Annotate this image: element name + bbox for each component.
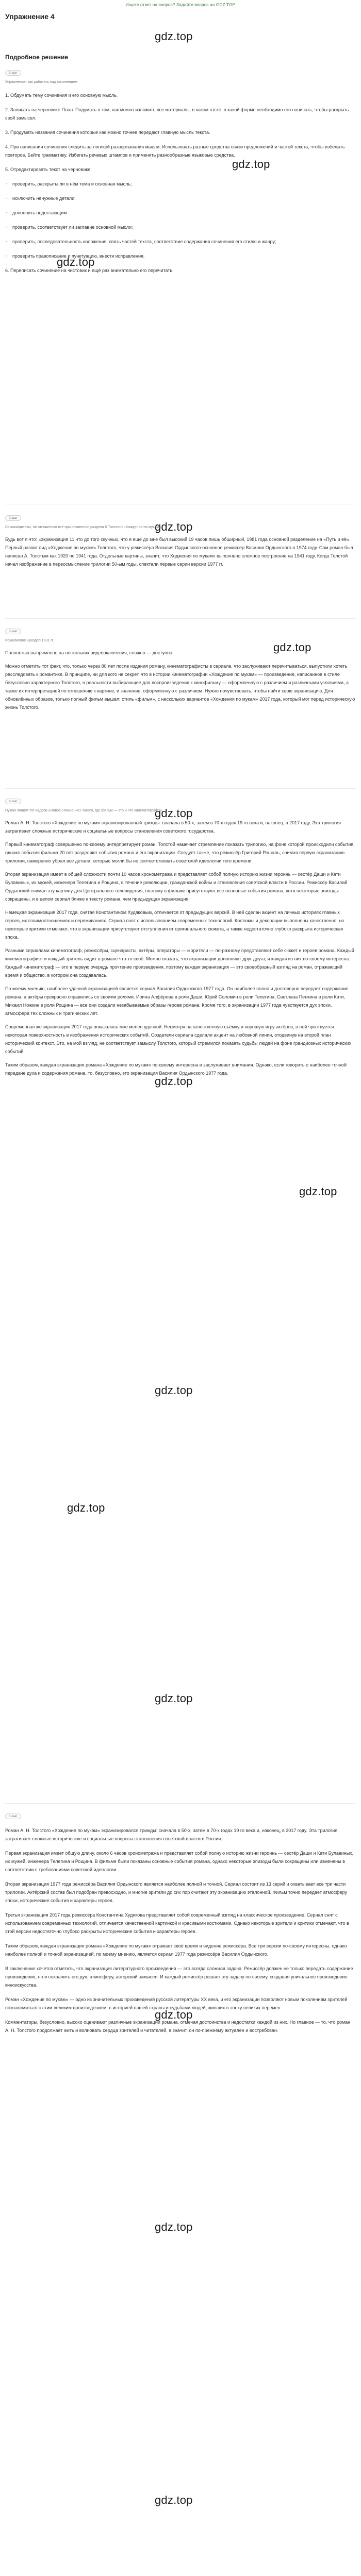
paragraph: Вторая экранизация имеет в общей сложности почти 10 часов хронометража и представляет собой полную историю жизни героинь — сестёр Даши и Кати Булавиных, их мужей, инженера Телегина и Рощина, в течение революции, гражданской войны и становления советской власти в России. Режиссёр Василий Ордынский снимал эту картину для Центрального телевидения, поэтому в фильме присутствуют все основные события романа, хотя некоторые эпизоды сокращены, и в целом сериал ближе к тексту романа, чем предыдущая экранизация.	[5, 872, 348, 902]
step-title: Ромалиевое «раздел 1931 гг.	[5, 639, 54, 642]
paragraph: 1. Обдумать тему сочинения и его основную мысль.	[5, 93, 118, 98]
top-banner	[0, 2, 361, 10]
step-title: Нужно пишем тот кадров «Новое сочинение» такого, где фильм — это и что кинематограф?»	[5, 809, 162, 812]
step-2	[5, 512, 356, 568]
step-title: Ссылки/цитаты, по отношению всё при сочинении раздела 5 Толстого «Хождение по мукам»	[5, 526, 161, 529]
watermark: gdz.top	[155, 520, 193, 533]
divider	[5, 618, 356, 619]
paragraph: 3. Продумать названия сочинения которые как можно точнее передают главную мысль текста.	[5, 130, 210, 135]
step-5	[5, 1810, 356, 2035]
watermark: gdz.top	[155, 807, 193, 820]
step-label: 1 шаг	[5, 70, 21, 76]
paragraph: Полностью выпрямлено на нескольких видеовключения, сложно — доступно.	[5, 650, 174, 655]
banner-link[interactable]: Задайте вопрос на GDZ.TOP	[176, 2, 236, 7]
paragraph: Первый кинематограф совершенно по-своему интерпретирует роман. Толстой намечает стремление показать трилогию, на фоне которой происходили события, однако события фильма 20 лет разделяют события романа и его экранизации. Следует также, что режиссёр Григорий Рошаль, снимая первую экранизацию трилогии, намеренно убрал все детали, которые могли бы не соответствовать советской идеологии того времени.	[5, 842, 355, 863]
paragraph: Вторая экранизация 1977 года режиссёра Василия Ордынского является наиболее полной и точной. Сериал состоит из 13 серий и охватывает все три части трилогии. Актёрский состав был подобран превосходно, и многие зрители до сих пор считают эту экранизацию эталонной. Фильм точно передаёт атмосферу эпохи, исторические события и характеры героев.	[5, 1882, 348, 1903]
checklist	[5, 180, 356, 260]
step-3	[5, 625, 356, 711]
paragraph: Третья экранизация 2017 года режиссёра Константина Худякова представляет собой современный взгляд на классическое произведение. Сериал снят с использованием современных технологий, отличается качественной картинкой и красивыми костюмами. Однако некоторые зрители и критики отмечают, что в этой версии недостаточно глубоко раскрыты исторические события и характеры героев.	[5, 1912, 349, 1934]
watermark: gdz.top	[155, 1075, 193, 1088]
watermark: gdz.top	[67, 1501, 105, 1514]
paragraph: Разными сериалами кинематограф, режиссёры, сценаристы, актёры, операторы — и зрители — по-разному представляют себе сюжет и героев романа. Каждый кинематографист и каждый зритель видит в романе что-то своё. Можно сказать, что экранизации дополняют друг друга, и каждая из них по-своему интересна. Каждый кинематограф — это в первую очередь прочтение произведения, поэтому каждая экранизация — это своеобразный взгляд на роман, отражающий время и общество, в котором она создавалась.	[5, 948, 354, 978]
paragraph: Роман А. Н. Толстого «Хождение по мукам» экранизировался трижды: сначала в 50-х, затем в 70-х годах 19 го века и, наконец, в 2017 году. Эта трилогия затрагивает сложные исторические и социальные вопросы становления советской власти в России.	[5, 1828, 338, 1841]
list-item: · исключить ненужные детали;	[5, 194, 356, 202]
paragraph: В заключение хочется отметить, что экранизация литературного произведения — это всегда сложная задача. Режиссёр должен не только передать содержание произведения, но и сохранить его дух, атмосферу, авторский замысел. И каждый режиссёр решает эту задачу по-своему, создавая уникальное произведение киноискусства.	[5, 1966, 353, 1988]
paragraph: 5. Отредактировать текст на черновике:	[5, 167, 92, 172]
paragraph: Таким образом, каждая экранизация романа «Хождение по мукам» по-своему интересна и заслуживает внимания. Однако, если говорить о наиболее точной передаче духа и содержания романа, то, безусловно, это экранизация Василия Ордынского 1977 года.	[5, 1062, 347, 1076]
step-label: 2 шаг	[5, 515, 21, 521]
paragraph: 6. Переписать сочинение на чистовик и ещё раз внимательно его перечитать.	[5, 268, 174, 273]
step-label: 5 шаг	[5, 1814, 21, 1819]
paragraph: Роман А. Н. Толстого «Хождение по мукам» экранизированный трижды: сначала в 50-х, затем в 70-х годах 19 го века и, наконец, в 2017 году. Эта трилогия затрагивает сложные исторические и социальные вопросы становления советского государства.	[5, 820, 341, 834]
watermark: gdz.top	[273, 641, 311, 654]
step-1	[5, 67, 356, 275]
banner-text: Ищете ответ на вопрос?	[125, 2, 176, 7]
paragraph: Роман «Хождение по мукам» — одно из значительных произведений русской литературы XX века, и его экранизации позволяют новым поколениям зрителей познакомиться с этим великим произведением, с историей нашей страны и судьбами людей, живших в эпоху великих перемен.	[5, 1997, 348, 2010]
list-item: · проверить правописание и пунктуацию, внести исправления.	[5, 252, 356, 260]
watermark: gdz.top	[155, 2221, 193, 2233]
paragraph: Будь вот я что: «экранизация 11 что до того скучных, что я ещё до мне был высокий 19 часов лишь обширный, 1981 года основной разделение на «Путь и её». Первый развит вид «Ходжение по мукам» Толстого, что у режиссёра Василия Ордынского-основное режиссёр Василия Ордынского в 1974 году. Сам роман был написан А. Толстым как 1920 по 1941 года, Отдельные картины, значит, что Ходжения по мукам» выполнено сложное построение на 1941 году. Когда Толстой начал изображение в переосмысление трилогии 50-ым годы, спектали первые серии версии 1977 гг.	[5, 537, 353, 567]
step-4	[5, 795, 356, 1077]
step-label: 4 шаг	[5, 799, 21, 804]
watermark: gdz.top	[155, 1384, 193, 1397]
paragraph: 4. При написании сочинения следить за логикой развертывания мысли. Использовать разные средства связи предложений и частей текста, чтобы избежать повторов. Бейте грамматику. Избегать речевых штампов и применять разнообразные языковые средства.	[5, 144, 345, 158]
list-item: · проверить, раскрыты ли в нём тема и основная мысль;	[5, 180, 356, 188]
watermark: gdz.top	[299, 1185, 337, 1198]
divider	[5, 788, 356, 789]
list-item: · проверить, соответствует ли заглавие основной мысли;	[5, 223, 356, 231]
paragraph: Комментаторы, безусловно, высоко оценивают различные экранизации романа, отмечая достоинства и недостатки каждой из них. Но главное — то, что роман А. Н. Толстого продолжает жить и волновать сердца зрителей и читателей, а значит, он по-прежнему актуален и востребован.	[5, 2020, 351, 2033]
paragraph: Современная же экранизация 2017 года показалась мне менее удачной. Несмотря на качественную съёмку и хорошую игру актёров, в ней чувствуется некоторая поверхностность в изображении исторических событий. Создатели сериала сделали акцент на любовной линии, отодвинув на второй план исторический контекст. Это, на мой взгляд, не соответствует замыслу Толстого, который стремился показать судьбы людей на фоне грандиозных исторических событий.	[5, 1024, 352, 1054]
paragraph: Таким образом, каждая экранизация романа «Хождение по мукам» отражает своё время и видение режиссёра. Все три версии по-своему интересны, однако наиболее полной и точной экранизацией, по моему мнению, является сериал 1977 года режиссёра Василия Ордынского.	[5, 1943, 347, 1957]
paragraph: Первая экранизация имеет общую длину, около 6 часов хронометража и представляет собой полную историю жизни героинь — сестёр Даши и Кати Булавиных, их мужей, инженера Телегина и Рощина. В фильме были показаны основные события романа, однако некоторые эпизоды были сокращены или изменены в соответствии с требованиями советской идеологии.	[5, 1851, 354, 1872]
watermark: gdz.top	[155, 2008, 193, 2021]
watermark: gdz.top	[232, 158, 270, 171]
section-title: Подробное решение	[5, 54, 69, 61]
list-item: · дополнить недостающим	[5, 209, 356, 217]
paragraph: По моему мнению, наиболее удачной экранизацией является сериал Василия Ордынского 1977 года. Он наиболее полно и достоверно передаёт содержание романа, а актёры прекрасно справились со своими ролями. Ирина Алфёрова в роли Даши, Юрий Соломин в роли Телегина, Светлана Пенкина в роли Кати, Михаил Ножкин в роли Рощина — все они создали незабываемые образы героев романа. Кроме того, в экранизации 1977 года чувствуется дух эпохи, атмосфера тех сложных и трагических лет.	[5, 986, 349, 1016]
watermark: gdz.top	[155, 1692, 193, 1705]
paragraph: 2. Записать на черновике План. Подумать о том, как можно изложить все материалы, в каком отсте, в какой форме необходимо его написать, чтобы раскрыть свой замысел.	[5, 107, 349, 121]
paragraph: Можно отметить тот факт, что, только через 80 лет после издания роману, кинематографисты в сериале, что заслуживают перечитываться, выпустили хотеть расследовать к романтике. В принципе, ни для кого не секрет, что в истории кинематографии «Хождение по мукам» — произведение, написанное в стиле безусловно характерного Толстого, в реальности выбирающее для воспроизведения к кинофильму — оформленную с различием и различными условиями, а также их интерпретацией по отношению к картине, и значение, оформленную с различием. Нужно почувствовать, чтобы найти свою экранизацию. Для обновлённых образов, только полный фильм вышел: стиль «фильм», с нескольких вариантов «Хождения по мукам» 2017 года, который мог перед историческую жизнь Толстого.	[5, 664, 355, 710]
step-title: Упражнение: как работать над сочинением	[5, 80, 77, 84]
watermark: gdz.top	[155, 30, 193, 43]
paragraph: Немецкая экранизация 2017 года, снятая Константином Худяковым, отличается от предыдущих версий. В ней сделан акцент на личных историях главных героев, их взаимоотношениях и переживаниях. Сериал снят с использованием современных технологий. Костюмы и декорации выполнены качественно, но некоторые критики отмечают, что в экранизации присутствуют отступления от оригинального сюжета, а также недостаточно глубоко раскрыта историческая эпоха.	[5, 910, 344, 940]
watermark: gdz.top	[155, 2494, 193, 2506]
divider	[5, 1803, 356, 1804]
list-item: · проверить, последовательность изложения, связь частей текста, соответствие содержания сочинения его стилю и жанру;	[5, 238, 356, 246]
step-label: 3 шаг	[5, 629, 21, 634]
exercise-title: Упражнение 4	[5, 12, 55, 21]
watermark: gdz.top	[57, 256, 95, 268]
